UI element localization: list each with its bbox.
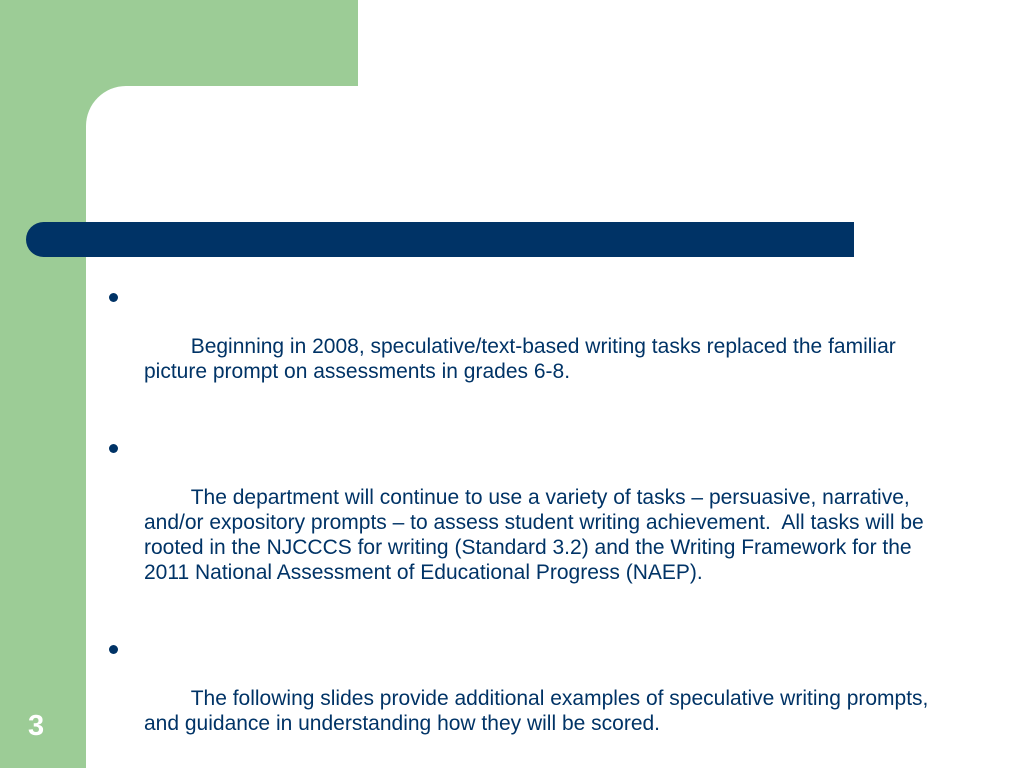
green-frame-left: [0, 0, 86, 768]
bullet-item: [100, 636, 950, 761]
bullet-item: [100, 435, 950, 610]
bullet-text: The following slides provide additional examples of speculative writing prompts, and guidance in understanding how they will be scored.: [144, 687, 935, 735]
bullet-dot-icon: [109, 293, 118, 302]
title-bar: [26, 222, 854, 257]
slide-content: [100, 284, 950, 768]
bullet-dot-icon: [109, 444, 118, 453]
content-area-corner: [86, 86, 166, 166]
bullet-text: Beginning in 2008, speculative/text-based writing tasks replaced the familiar picture prompt on assessments in grades 6-8.: [144, 335, 902, 383]
green-frame-top: [0, 0, 358, 86]
bullet-text: The department will continue to use a variety of tasks – persuasive, narrative, and/or expository prompts – to assess student writing achievement. All tasks will be rooted in the NJCCCS for writing (Standard 3.2) and the Writing Framework for the 2011 National Assessment of Educational Progress (NAEP).: [144, 486, 930, 584]
slide-number: 3: [28, 710, 45, 742]
bullet-dot-icon: [109, 645, 118, 654]
bullet-item: [100, 284, 950, 409]
bullet-list: [100, 284, 950, 761]
